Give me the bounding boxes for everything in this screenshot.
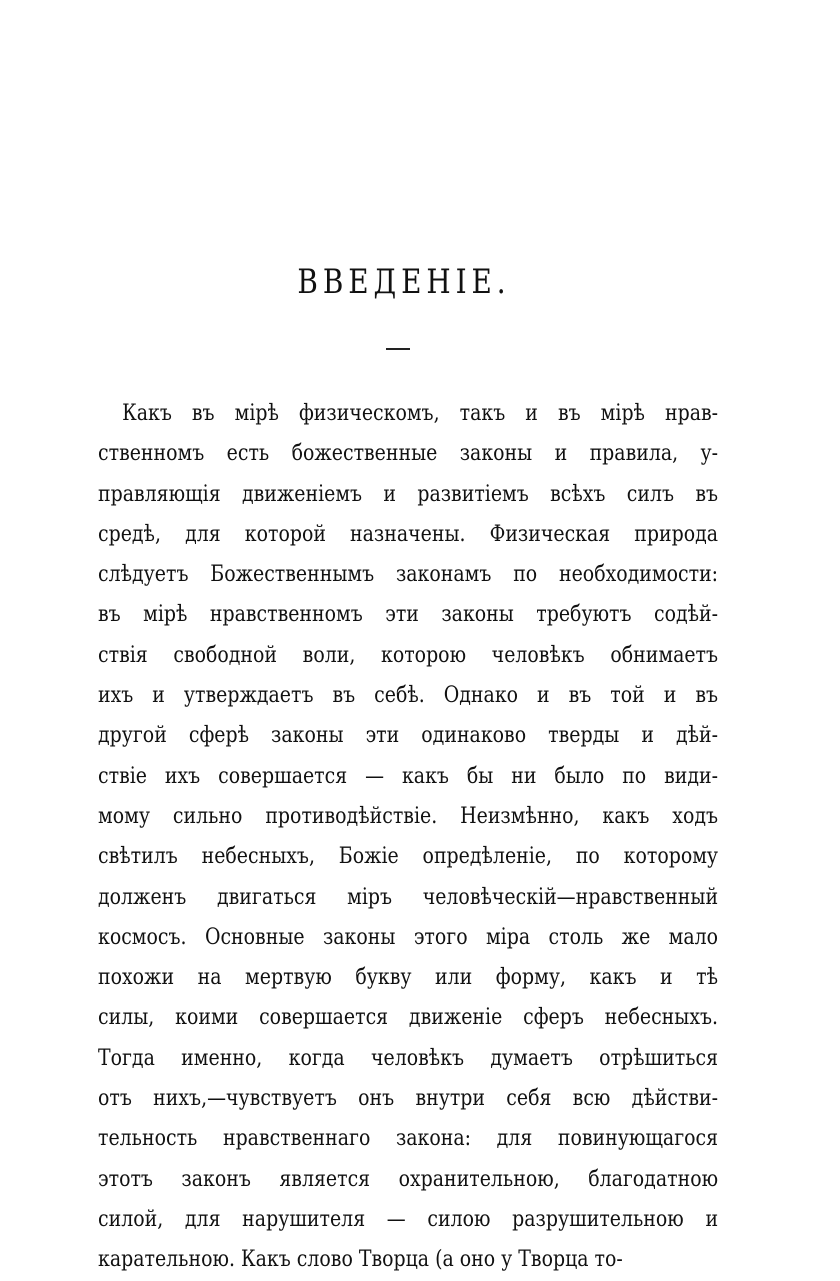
heading-separator xyxy=(386,348,410,350)
text-line: свѣтилъ небесныхъ, Божіе опредѣленіе, по которому xyxy=(98,844,719,870)
text-line: тельность нравственнаго закона: для повинующагося xyxy=(98,1126,719,1152)
text-line: этотъ законъ является охранительною, благодатною xyxy=(98,1166,719,1192)
text-line: карательною. Какъ слово Творца (а оно у Творца то- xyxy=(98,1247,623,1273)
text-line: Какъ въ мірѣ физическомъ, такъ и въ мірѣ нрав- xyxy=(122,401,719,426)
text-line: другой сферѣ законы эти одинаково тверды и дѣй- xyxy=(98,723,719,749)
chapter-heading: ВВЕДЕНІЕ. xyxy=(297,262,511,302)
text-line: отъ нихъ,—чувствуетъ онъ внутри себя всю дѣйстви- xyxy=(98,1086,719,1112)
text-line: ственномъ есть божественные законы и правила, у- xyxy=(98,441,719,467)
text-line: похожи на мертвую букву или форму, какъ и тѣ xyxy=(98,965,719,991)
text-line: средѣ, для которой назначены. Физическая природа xyxy=(98,521,719,547)
text-line: ствіе ихъ совершается — какъ бы ни было по види- xyxy=(98,763,719,789)
text-line: Тогда именно, когда человѣкъ думаетъ отрѣшиться xyxy=(98,1045,719,1071)
text-line: правляющія движеніемъ и развитіемъ всѣхъ силъ въ xyxy=(98,481,719,507)
text-line: ствія свободной воли, которою человѣкъ обнимаетъ xyxy=(98,642,719,668)
text-line: долженъ двигаться міръ человѣческій—нравственный xyxy=(98,884,719,910)
text-line: силой, для нарушителя — силою разрушительною и xyxy=(98,1206,719,1232)
text-line: въ мірѣ нравственномъ эти законы требуютъ содѣй- xyxy=(98,602,719,628)
text-line: космосъ. Основные законы этого міра столь же мало xyxy=(98,924,719,950)
text-line: силы, коими совершается движеніе сферъ небесныхъ. xyxy=(98,1005,719,1031)
body-paragraph xyxy=(98,394,718,1281)
text-line: мому сильно противодѣйствіе. Неизмѣнно, какъ ходъ xyxy=(98,803,719,829)
text-line: ихъ и утверждаетъ въ себѣ. Однако и въ той и въ xyxy=(98,683,719,709)
text-line: слѣдуетъ Божественнымъ законамъ по необходимости: xyxy=(98,562,719,588)
